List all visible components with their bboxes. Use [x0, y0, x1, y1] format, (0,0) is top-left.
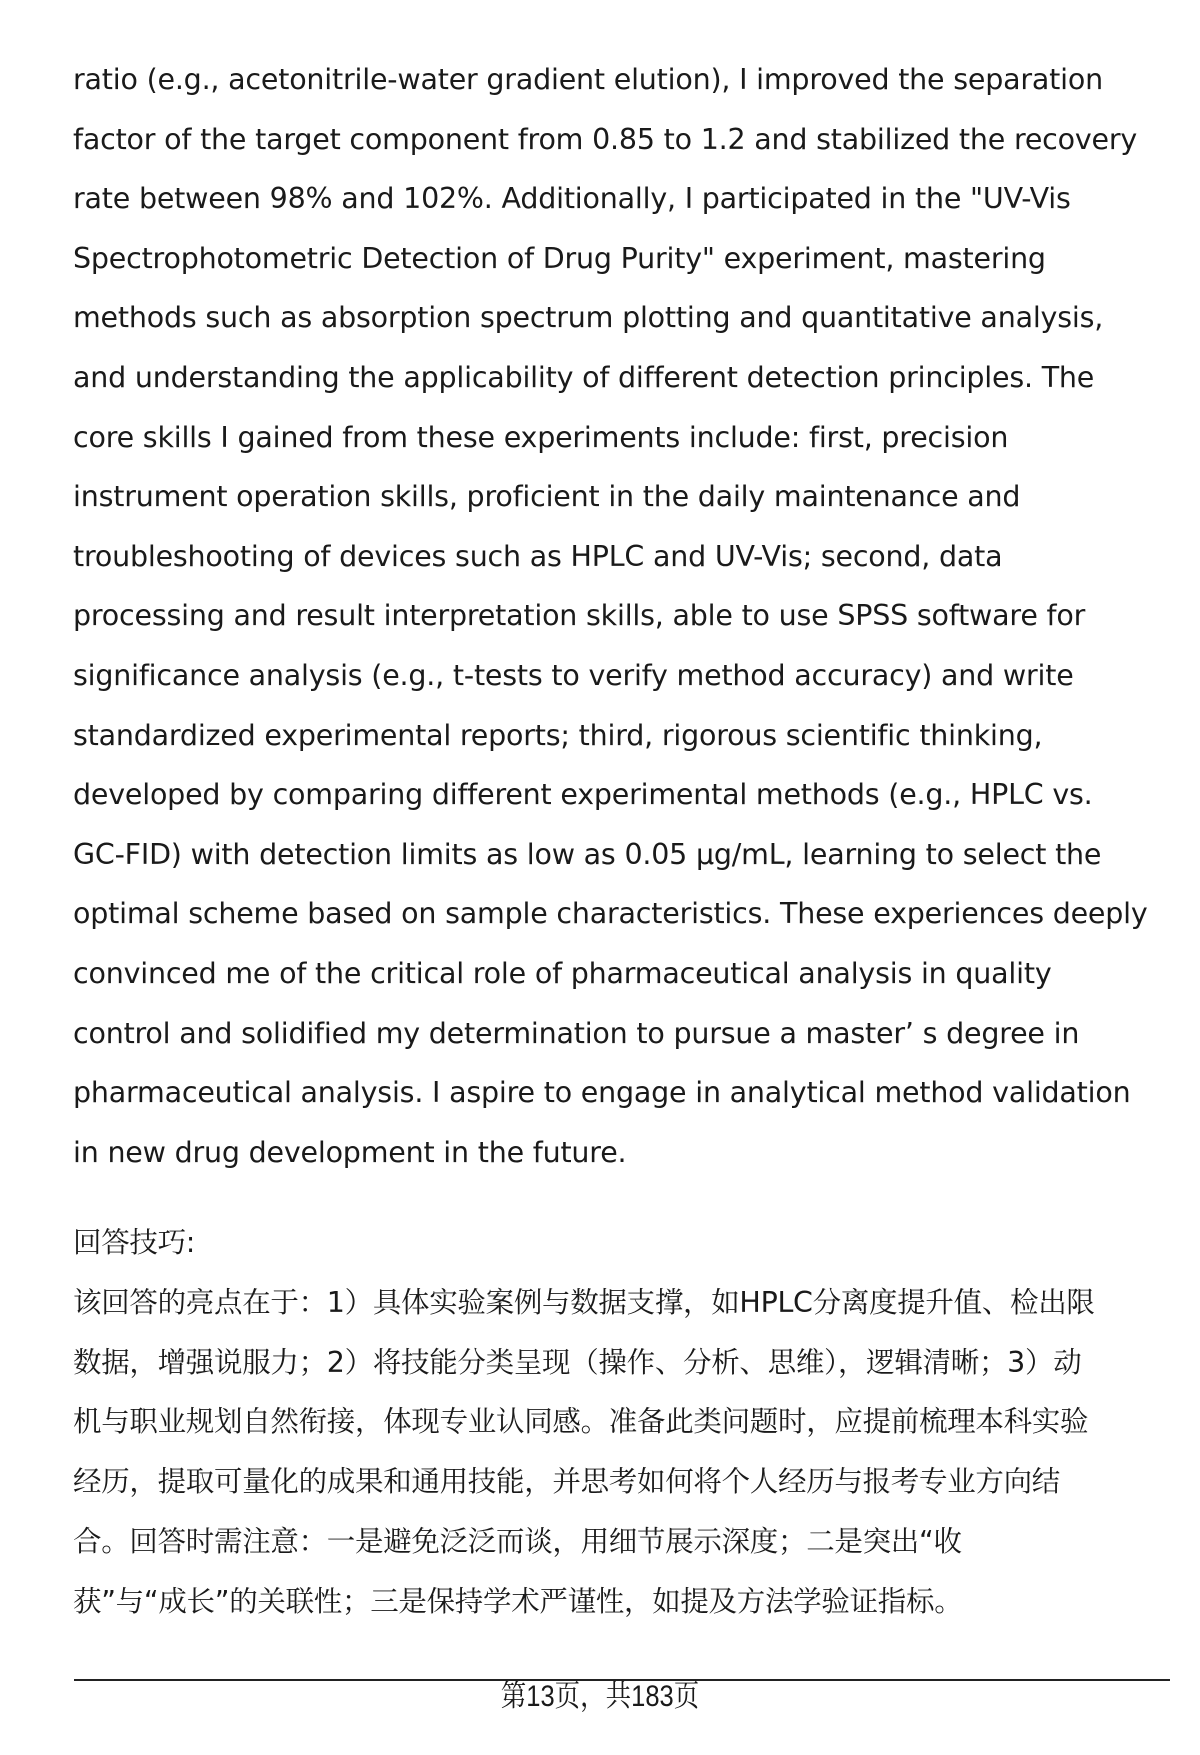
tips-text-line: 数据，增强说服力；2）将技能分类呈现（操作、分析、思维），逻辑清晰；3）动: [73, 1345, 1082, 1379]
body-text-line: instrument operation skills, proficient in the daily maintenance and: [73, 480, 1021, 514]
body-text-line: Spectrophotometric Detection of Drug Purity" experiment, mastering: [73, 241, 1046, 275]
body-text-line: processing and result interpretation skills, able to use SPSS software for: [73, 599, 1086, 633]
body-text-line: ratio (e.g., acetonitrile-water gradient elution), I improved the separation: [73, 63, 1103, 96]
answer-tips: [73, 1220, 1163, 1639]
body-text-line: GC-FID) with detection limits as low as 0.05 μg/mL, learning to select the: [73, 837, 1102, 871]
body-text-line: troubleshooting of devices such as HPLC and UV-Vis; second, data: [73, 539, 1003, 573]
body-text-line: in new drug development in the future.: [73, 1135, 627, 1169]
tips-text-line: 获”与“成长”的关联性；三是保持学术严谨性，如提及方法学验证指标。: [73, 1584, 963, 1618]
body-text-line: and understanding the applicability of different detection principles. The: [73, 360, 1095, 394]
body-text-line: rate between 98% and 102%. Additionally, I participated in the "UV-Vis: [73, 182, 1071, 216]
body-text-line: significance analysis (e.g., t-tests to verify method accuracy) and write: [73, 658, 1074, 692]
body-text-line: core skills I gained from these experiments include: first, precision: [73, 420, 1009, 454]
body-text-line: standardized experimental reports; third, rigorous scientific thinking,: [73, 718, 1043, 752]
body-text-line: convinced me of the critical role of pharmaceutical analysis in quality: [73, 956, 1052, 990]
tips-text-line: 合。回答时需注意：一是避免泛泛而谈，用细节展示深度；二是突出“收: [73, 1524, 962, 1558]
body-text-line: factor of the target component from 0.85 to 1.2 and stabilized the recovery: [73, 122, 1138, 156]
body-text-line: methods such as absorption spectrum plotting and quantitative analysis,: [73, 301, 1104, 335]
page-number: 第13页，共183页: [500, 1680, 700, 1713]
tips-text-line: 经历，提取可量化的成果和通用技能，并思考如何将个人经历与报考专业方向结: [73, 1465, 1061, 1499]
body-text-line: pharmaceutical analysis. I aspire to engage in analytical method validation: [73, 1076, 1131, 1110]
body-text-line: optimal scheme based on sample characteristics. These experiences deeply: [73, 897, 1148, 931]
body-text-line: developed by comparing different experimental methods (e.g., HPLC vs.: [73, 778, 1093, 812]
tips-text-line: 该回答的亮点在于：1）具体实验案例与数据支撑，如HPLC分离度提升值、检出限: [73, 1285, 1095, 1319]
tips-heading: 回答技巧:: [73, 1226, 196, 1259]
body-text-line: control and solidified my determination to pursue a master’ s degree in: [73, 1016, 1080, 1050]
tips-text-line: 机与职业规划自然衔接，体现专业认同感。准备此类问题时，应提前梳理本科实验: [73, 1405, 1089, 1439]
answer-body: [73, 57, 1163, 1189]
